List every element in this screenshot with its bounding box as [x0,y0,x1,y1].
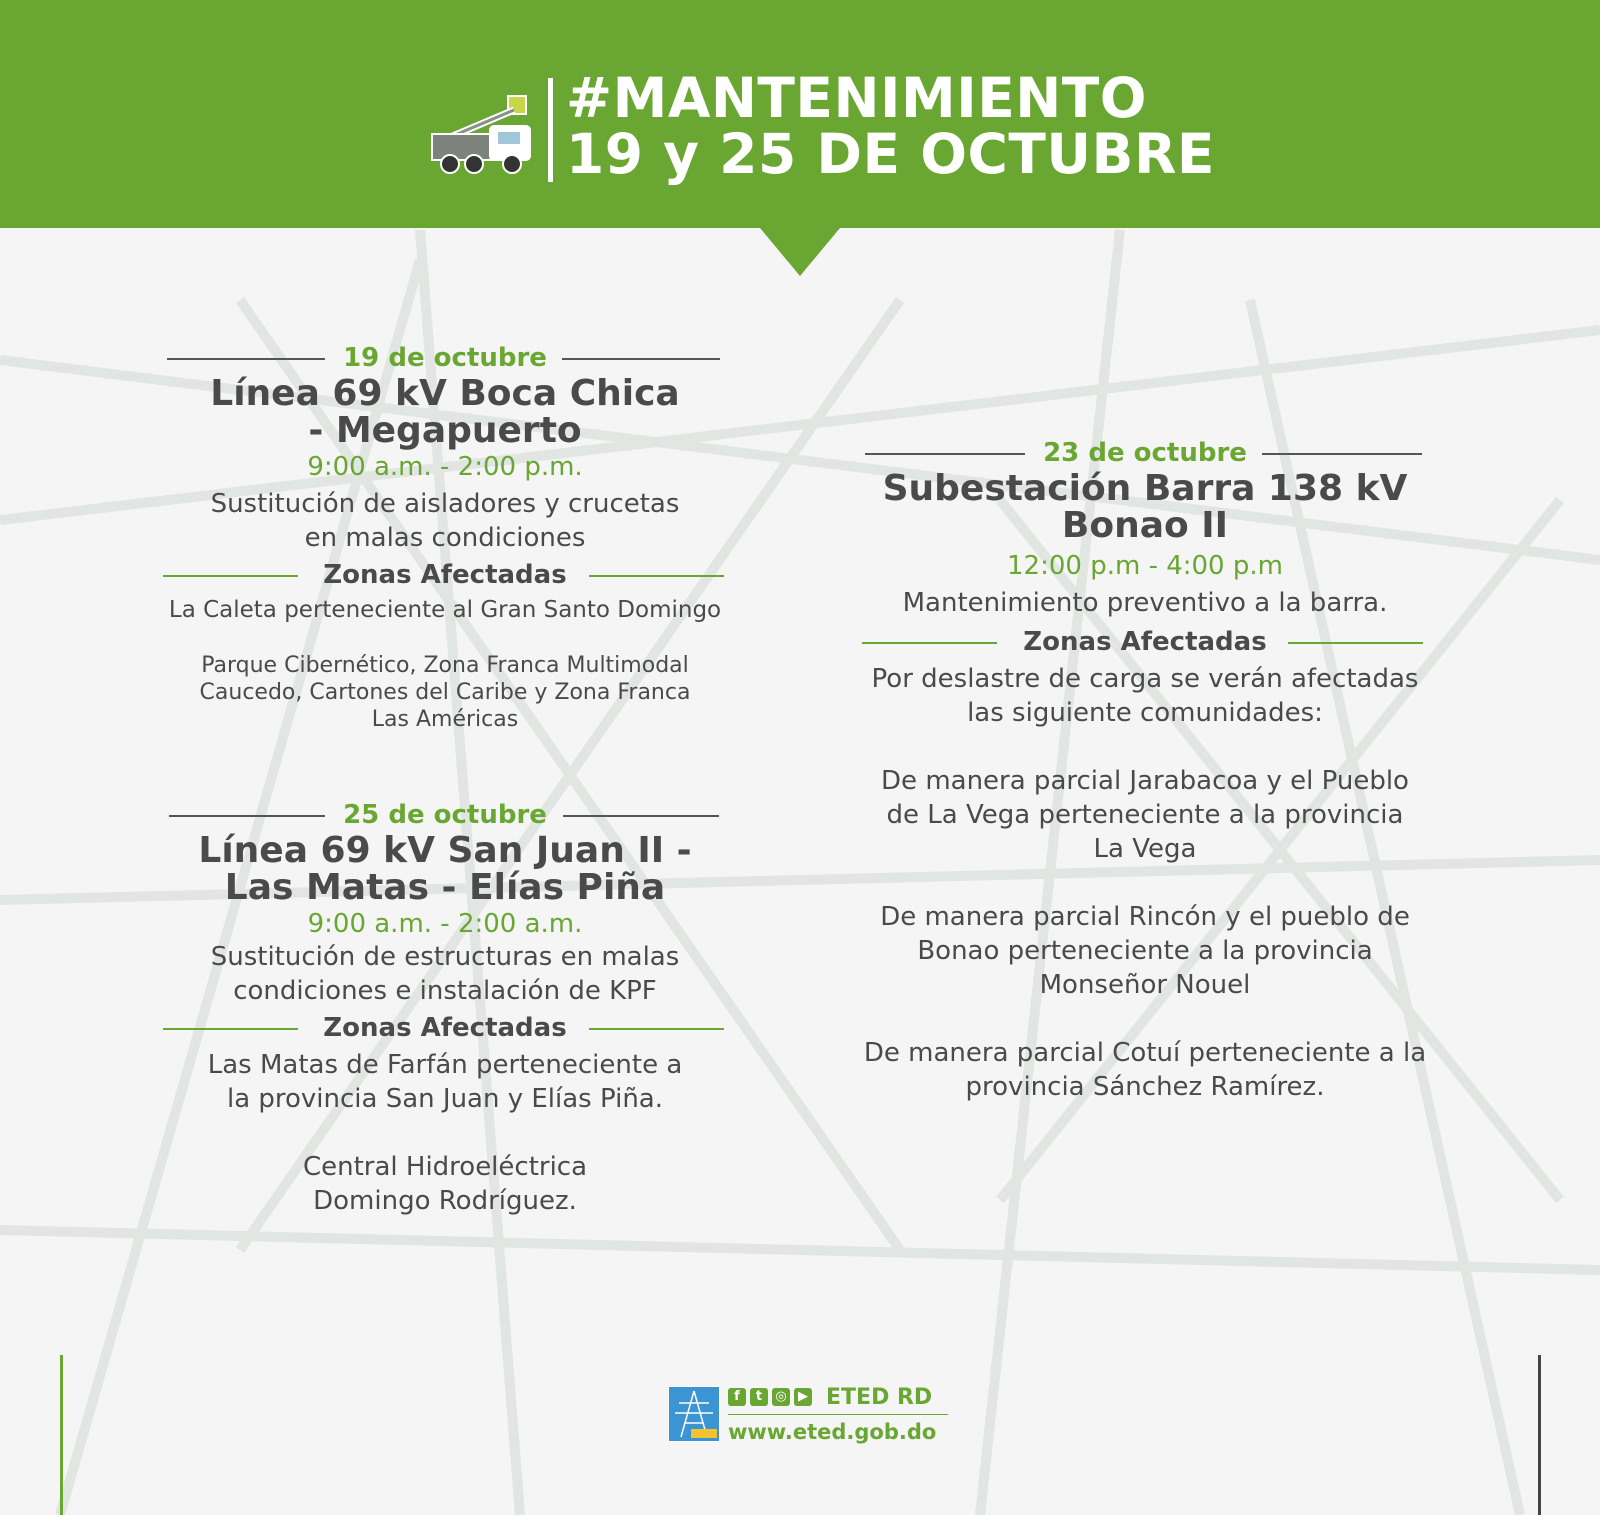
event-25-octubre [125,798,765,1218]
page-title [566,66,1215,186]
zones-heading: Zonas Afectadas [125,557,765,593]
event-date: 25 de octubre [343,800,547,830]
zones-heading: Zonas Afectadas [125,1010,765,1046]
zone-item: De manera parcial Rincón y el pueblo de Bonao perteneciente a la provincia Monseñor Nouel [880,902,1410,1000]
header-divider [548,78,553,182]
zone-item: Las Matas de Farfán perteneciente a la provincia San Juan y Elías Piña. [207,1050,683,1114]
zone-item: Central Hidroeléctrica Domingo Rodríguez. [302,1152,588,1216]
date-heading [125,798,765,832]
facebook-icon[interactable]: f [728,1388,746,1406]
date-heading [810,436,1480,470]
zone-item: Por deslastre de carga se verán afectadas las siguiente comunidades: [871,664,1419,728]
footer-left-rule [60,1355,63,1515]
event-title: Línea 69 kV San Juan II - Las Matas - Elías Piña [198,830,692,908]
zone-item: La Caleta perteneciente al Gran Santo Domingo [168,597,722,623]
youtube-icon[interactable]: ▶ [794,1388,812,1406]
event-date: 19 de octubre [343,343,547,373]
eted-logo [668,1386,720,1442]
title-line-2: 19 y 25 DE OCTUBRE [566,122,1215,186]
footer-right-rule [1538,1355,1541,1515]
twitter-icon[interactable]: t [750,1388,768,1406]
event-description: Mantenimiento preventivo a la barra. [902,588,1388,618]
zone-item: De manera parcial Cotuí perteneciente a la provincia Sánchez Ramírez. [863,1038,1427,1102]
title-line-1: #MANTENIMIENTO [566,66,1148,130]
event-description: Sustitución de aisladores y crucetas en malas condiciones [210,489,680,553]
event-title: Subestación Barra 138 kV Bonao II [882,468,1408,546]
date-heading [125,341,765,375]
social-links [728,1388,812,1406]
website-link[interactable]: www.eted.gob.do [728,1420,937,1444]
event-title: Línea 69 kV Boca Chica - Megapuerto [210,373,680,451]
bucket-truck-icon [428,88,538,176]
zone-item: De manera parcial Jarabacoa y el Pueblo de La Vega perteneciente a la provincia La Vega [881,766,1409,864]
footer-divider [728,1414,948,1415]
brand-name: ETED RD [826,1385,933,1410]
event-23-octubre [810,436,1480,1104]
header-pointer [760,228,840,276]
event-time: 9:00 a.m. - 2:00 a.m. [307,909,583,939]
event-time: 9:00 a.m. - 2:00 p.m. [307,452,583,482]
event-time: 12:00 p.m - 4:00 p.m [1007,551,1283,581]
footer [668,1386,948,1446]
event-19-octubre [125,341,765,733]
event-date: 23 de octubre [1043,438,1247,468]
instagram-icon[interactable]: ◎ [772,1388,790,1406]
zones-heading: Zonas Afectadas [810,624,1480,660]
event-description: Sustitución de estructuras en malas condiciones e instalación de KPF [210,942,680,1006]
zone-item: Parque Cibernético, Zona Franca Multimodal Caucedo, Cartones del Caribe y Zona Franca Las Américas [199,653,691,732]
